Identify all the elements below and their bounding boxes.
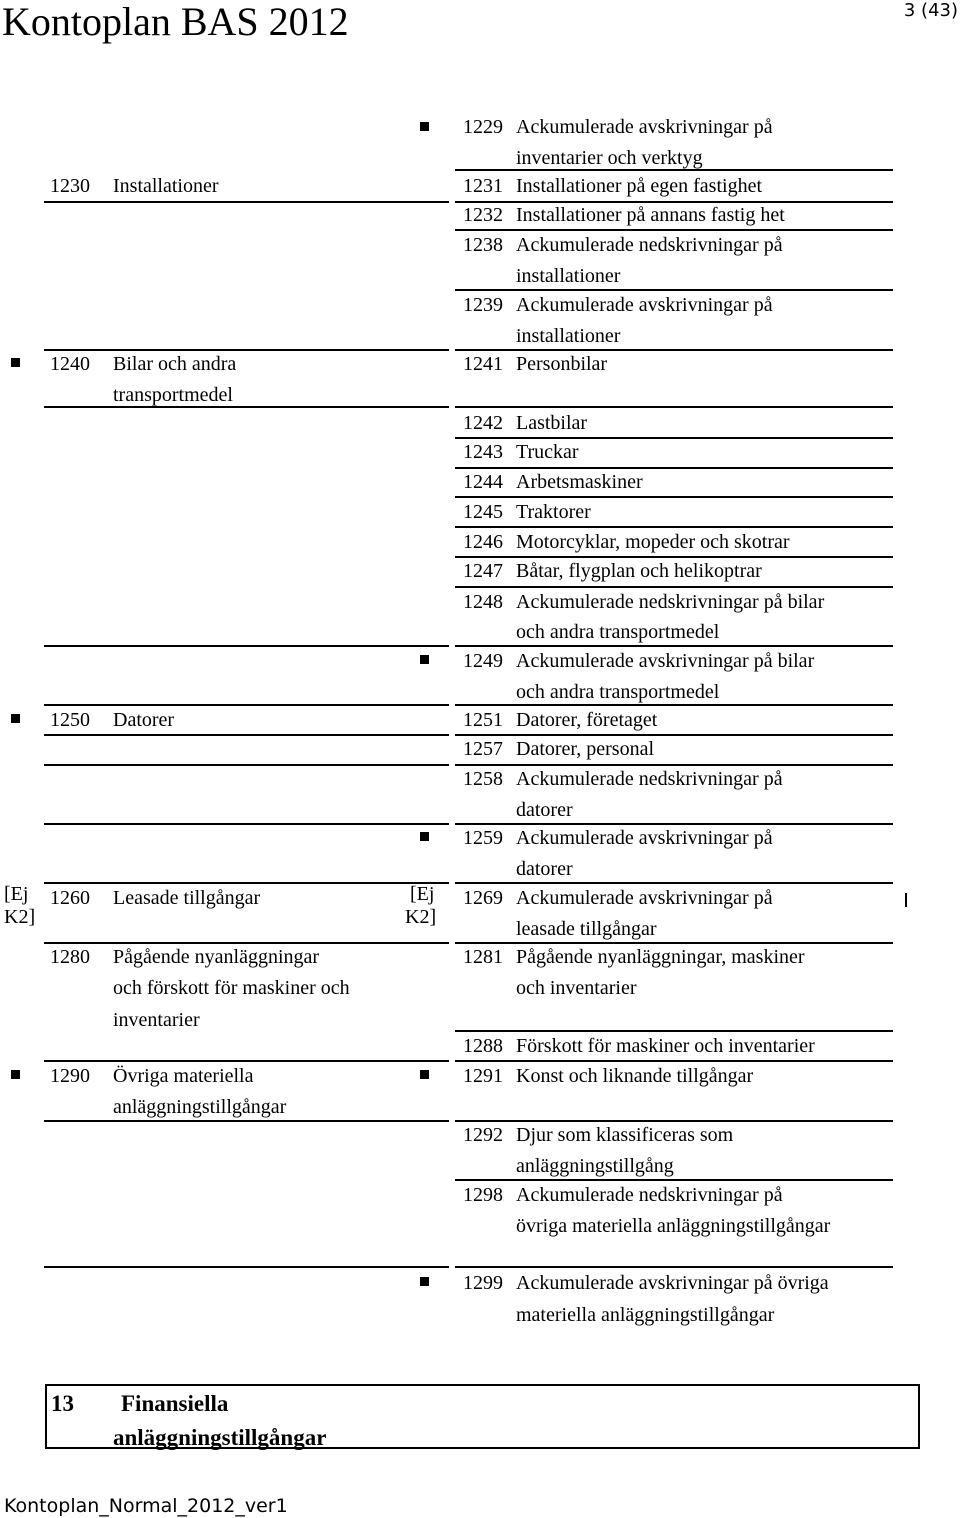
account-name: Ackumulerade avskrivningar på övriga bbox=[516, 1272, 829, 1294]
account-name: Arbetsmaskiner bbox=[516, 471, 643, 493]
group-name-continued: och förskott för maskiner och bbox=[113, 977, 350, 999]
account-name-continued: inventarier och verktyg bbox=[516, 147, 703, 169]
account-number: 1249 bbox=[463, 650, 503, 672]
row-divider bbox=[44, 734, 449, 736]
group-name: Installationer bbox=[113, 175, 219, 197]
row-divider bbox=[44, 201, 449, 203]
row-divider bbox=[44, 704, 449, 706]
account-name: Konst och liknande tillgångar bbox=[516, 1065, 754, 1087]
bullet-marker bbox=[420, 122, 429, 131]
group-name-continued: inventarier bbox=[113, 1009, 200, 1031]
section-title: Finansiella bbox=[121, 1391, 229, 1416]
account-name-continued: materiella anläggningstillgångar bbox=[516, 1304, 775, 1326]
account-name-continued: och andra transportmedel bbox=[516, 621, 720, 643]
account-name: Ackumulerade nedskrivningar på bbox=[516, 1184, 783, 1206]
bullet-marker bbox=[420, 655, 429, 664]
group-name: Pågående nyanläggningar bbox=[113, 946, 320, 968]
account-name-continued: datorer bbox=[516, 799, 573, 821]
account-name: Personbilar bbox=[516, 353, 608, 375]
group-name-continued: transportmedel bbox=[113, 384, 233, 406]
account-name-continued: leasade tillgångar bbox=[516, 918, 657, 940]
account-name: Pågående nyanläggningar, maskiner bbox=[516, 946, 805, 968]
group-number: 1230 bbox=[50, 175, 90, 197]
row-divider bbox=[44, 645, 449, 647]
account-number: 1239 bbox=[463, 294, 503, 316]
account-number: 1244 bbox=[463, 471, 503, 493]
section-number: 13 bbox=[51, 1391, 74, 1416]
account-name: Förskott för maskiner och inventarier bbox=[516, 1035, 815, 1057]
account-number: 1242 bbox=[463, 412, 503, 434]
account-name: Ackumulerade avskrivningar på bilar bbox=[516, 650, 815, 672]
account-number: 1298 bbox=[463, 1184, 503, 1206]
group-name: Leasade tillgångar bbox=[113, 887, 261, 909]
group-name-continued: anläggningstillgångar bbox=[113, 1096, 287, 1118]
ej-k2-note: K2] bbox=[405, 906, 437, 928]
footer-filename: Kontoplan_Normal_2012_ver1 bbox=[4, 1495, 288, 1517]
account-number: 1247 bbox=[463, 560, 503, 582]
account-number: 1292 bbox=[463, 1124, 503, 1146]
account-name: Datorer, personal bbox=[516, 738, 655, 760]
account-number: 1243 bbox=[463, 441, 503, 463]
account-number: 1246 bbox=[463, 531, 503, 553]
ej-k2-note: [Ej bbox=[410, 883, 435, 905]
account-number: 1299 bbox=[463, 1272, 503, 1294]
account-number: 1248 bbox=[463, 591, 503, 613]
group-name: Bilar och andra bbox=[113, 353, 237, 375]
group-number: 1260 bbox=[50, 887, 90, 909]
account-number: 1245 bbox=[463, 501, 503, 523]
account-name: Ackumulerade nedskrivningar på bilar bbox=[516, 591, 825, 613]
account-name-continued: datorer bbox=[516, 858, 573, 880]
account-name: Motorcyklar, mopeder och skotrar bbox=[516, 531, 790, 553]
account-name-continued: och andra transportmedel bbox=[516, 681, 720, 703]
account-name: Installationer på annans fastig het bbox=[516, 204, 785, 226]
bullet-marker bbox=[420, 832, 429, 841]
row-divider bbox=[44, 406, 449, 408]
account-name: Datorer, företaget bbox=[516, 709, 658, 731]
group-number: 1290 bbox=[50, 1065, 90, 1087]
bullet-marker bbox=[11, 358, 20, 367]
account-name-continued: installationer bbox=[516, 265, 621, 287]
bullet-marker bbox=[11, 714, 20, 723]
row-divider bbox=[44, 764, 449, 766]
account-name: Ackumulerade avskrivningar på bbox=[516, 887, 773, 909]
account-number: 1281 bbox=[463, 946, 503, 968]
group-number: 1280 bbox=[50, 946, 90, 968]
ej-k2-note: K2] bbox=[4, 906, 36, 928]
section-box bbox=[45, 1384, 920, 1449]
bullet-marker bbox=[420, 1277, 429, 1286]
account-name: Ackumulerade avskrivningar på bbox=[516, 827, 773, 849]
page-number: 3 (43) bbox=[903, 0, 958, 21]
row-divider bbox=[44, 349, 449, 351]
group-name: Övriga materiella bbox=[113, 1065, 254, 1087]
account-name: Båtar, flygplan och helikoptrar bbox=[516, 560, 762, 582]
group-number: 1250 bbox=[50, 709, 90, 731]
page-title: Kontoplan BAS 2012 bbox=[2, 0, 349, 44]
change-marker bbox=[905, 893, 907, 907]
row-divider bbox=[44, 1266, 449, 1268]
account-name-continued: anläggningstillgång bbox=[516, 1155, 674, 1177]
account-name: Traktorer bbox=[516, 501, 591, 523]
account-number: 1229 bbox=[463, 116, 503, 138]
group-number: 1240 bbox=[50, 353, 90, 375]
account-number: 1251 bbox=[463, 709, 503, 731]
account-number: 1232 bbox=[463, 204, 503, 226]
account-name: Truckar bbox=[516, 441, 579, 463]
bullet-marker bbox=[11, 1070, 20, 1079]
account-name: Lastbilar bbox=[516, 412, 588, 434]
account-number: 1259 bbox=[463, 827, 503, 849]
account-number: 1231 bbox=[463, 175, 503, 197]
account-name-continued: och inventarier bbox=[516, 977, 637, 999]
account-name: Ackumulerade avskrivningar på bbox=[516, 294, 773, 316]
bullet-marker bbox=[420, 1070, 429, 1079]
account-number: 1238 bbox=[463, 234, 503, 256]
row-divider bbox=[44, 823, 449, 825]
section-title-continued: anläggningstillgångar bbox=[113, 1425, 327, 1450]
account-name: Ackumulerade nedskrivningar på bbox=[516, 234, 783, 256]
account-name: Installationer på egen fastighet bbox=[516, 175, 763, 197]
account-name-continued: övriga materiella anläggningstillgångar bbox=[516, 1215, 831, 1237]
account-number: 1258 bbox=[463, 768, 503, 790]
account-number: 1291 bbox=[463, 1065, 503, 1087]
account-name: Ackumulerade avskrivningar på bbox=[516, 116, 773, 138]
ej-k2-note: [Ej bbox=[4, 883, 29, 905]
account-name: Djur som klassificeras som bbox=[516, 1124, 734, 1146]
group-name: Datorer bbox=[113, 709, 175, 731]
account-number: 1288 bbox=[463, 1035, 503, 1057]
account-number: 1269 bbox=[463, 887, 503, 909]
account-name-continued: installationer bbox=[516, 325, 621, 347]
account-name: Ackumulerade nedskrivningar på bbox=[516, 768, 783, 790]
account-number: 1257 bbox=[463, 738, 503, 760]
account-number: 1241 bbox=[463, 353, 503, 375]
